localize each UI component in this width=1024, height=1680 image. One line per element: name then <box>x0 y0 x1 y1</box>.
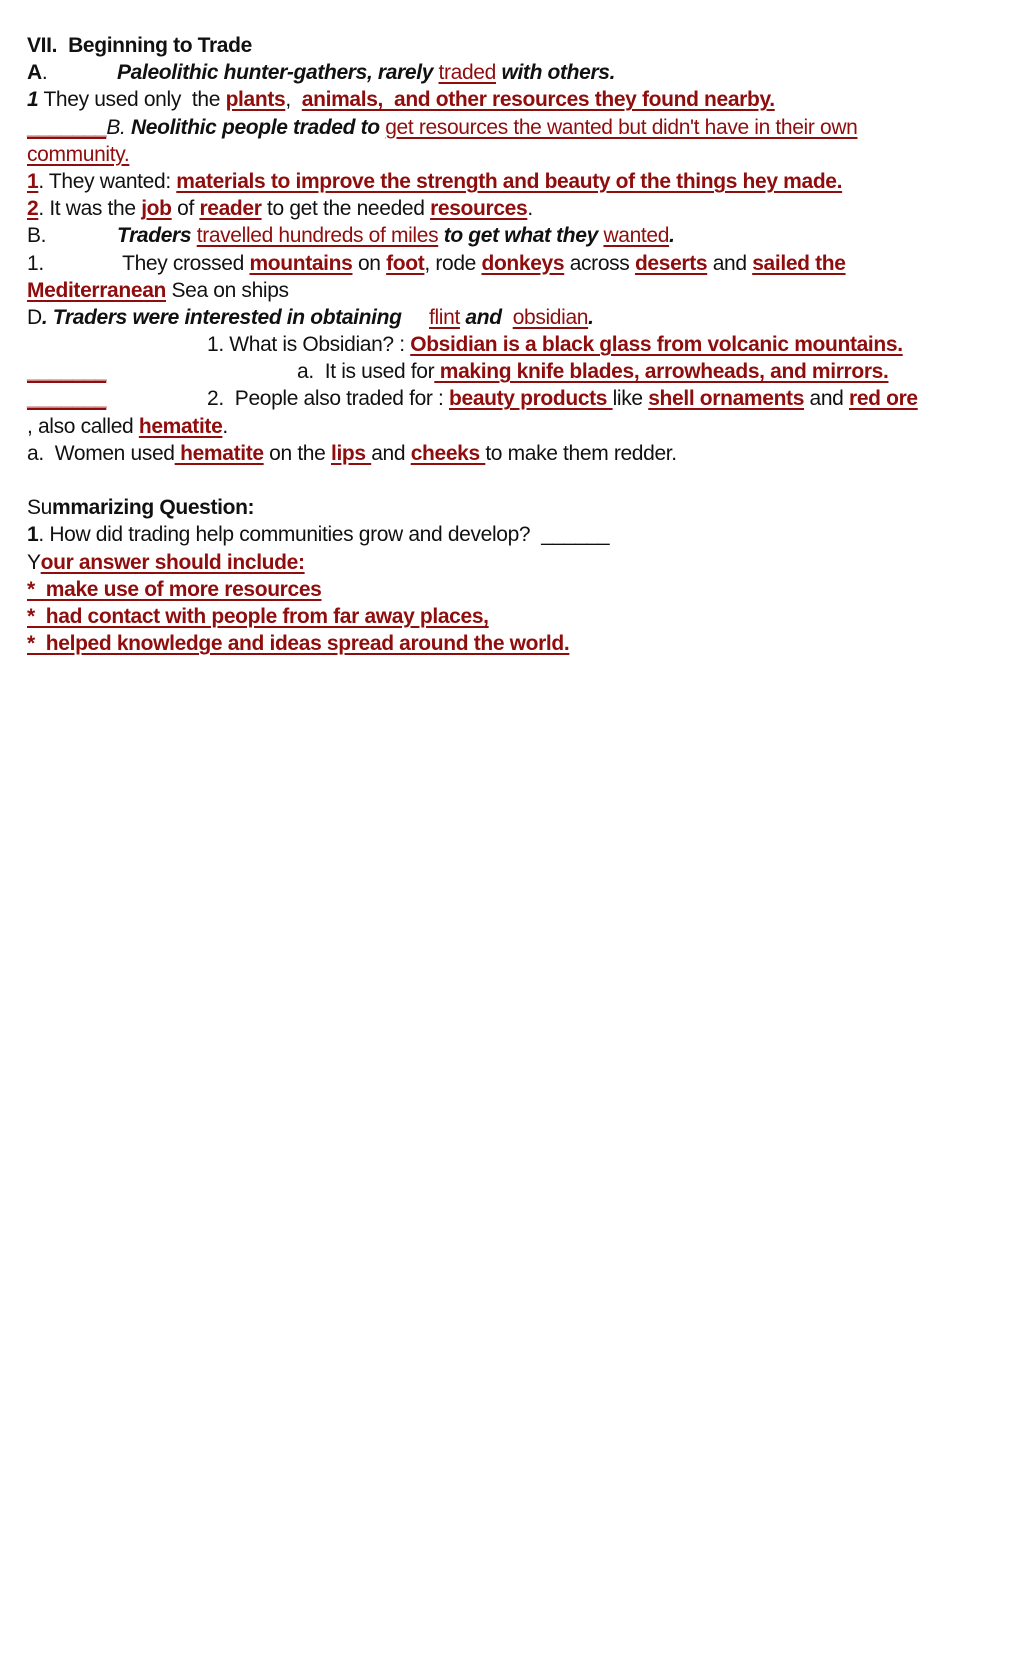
prompt-text: , <box>285 88 302 112</box>
prompt-text: 1 <box>27 88 39 112</box>
prompt-text: across <box>564 251 635 275</box>
document-line <box>27 630 1024 657</box>
document-line <box>27 549 1024 576</box>
prompt-text: and <box>371 441 411 465</box>
answer-text: making knife blades, arrowheads, and mirrors. <box>434 360 889 384</box>
prompt-text: . <box>588 305 594 329</box>
prompt-text: and <box>804 387 849 411</box>
prompt-text: . <box>669 224 675 248</box>
document-line <box>27 440 1024 467</box>
prompt-text: on <box>352 251 387 275</box>
answer-text: lips <box>330 441 372 465</box>
prompt-text: . <box>222 414 228 438</box>
answer-text: animals, and other resources they found nearby. <box>301 88 775 112</box>
answer-text: Mediterranean <box>27 278 166 302</box>
prompt-text: B. <box>106 115 131 139</box>
document-line <box>27 250 1024 277</box>
answer-text: red ore <box>849 387 918 411</box>
prompt-text: 1. They crossed <box>27 251 250 275</box>
answer-text: community. <box>27 142 130 166</box>
prompt-text: to get what they <box>438 224 604 248</box>
prompt-text: Su <box>27 496 52 520</box>
prompt-text: . <box>41 61 117 85</box>
answer-text: our answer should include: <box>40 550 305 574</box>
prompt-text: on the <box>263 441 331 465</box>
prompt-text: Y <box>27 550 41 574</box>
answer-text: _______ <box>27 115 107 139</box>
document-line <box>27 521 1024 548</box>
prompt-text: 2. People also traded for : <box>106 387 450 411</box>
document-line <box>27 494 1024 521</box>
answer-text: sailed the <box>752 251 846 275</box>
answer-text: _______ <box>27 387 107 411</box>
prompt-text: 1 <box>27 523 39 547</box>
document-line <box>27 304 1024 331</box>
document-line <box>27 222 1024 249</box>
prompt-text: B. <box>27 224 117 248</box>
prompt-text: Neolithic people traded to <box>130 115 386 139</box>
answer-text: _______ <box>27 360 107 384</box>
prompt-text: . <box>527 197 533 221</box>
answer-text: * helped knowledge and ideas spread around the world. <box>27 632 570 656</box>
answer-text: travelled hundreds of miles <box>196 224 439 248</box>
answer-text: resources <box>430 197 528 221</box>
answer-text: cheeks <box>410 441 486 465</box>
document-line <box>27 277 1024 304</box>
prompt-text: Traders <box>117 224 197 248</box>
prompt-text: A <box>27 61 42 85</box>
answer-text: traded <box>438 61 496 85</box>
document-line <box>27 358 1024 385</box>
answer-text: Obsidian is a black glass from volcanic mountains. <box>410 333 903 357</box>
prompt-text: of <box>171 197 200 221</box>
answer-text: flint <box>429 305 460 329</box>
prompt-text: to make them redder. <box>485 441 677 465</box>
document-line <box>27 86 1024 113</box>
answer-text: plants <box>225 88 286 112</box>
document-line <box>27 385 1024 412</box>
prompt-text: mmarizing Question: <box>52 496 255 520</box>
prompt-text: Paleolithic hunter-gathers, rarely <box>117 61 439 85</box>
prompt-text: and <box>707 251 753 275</box>
answer-text: obsidian <box>512 305 589 329</box>
document-line <box>27 413 1024 440</box>
prompt-text: VII. Beginning to Trade <box>27 34 252 57</box>
prompt-text: a. Women used <box>27 441 175 465</box>
document-line <box>27 195 1024 222</box>
prompt-text: , also called <box>27 414 139 438</box>
document-line <box>27 331 1024 358</box>
document-line <box>27 32 1024 59</box>
prompt-text: 1. What is Obsidian? : <box>27 333 411 357</box>
prompt-text: like <box>612 387 649 411</box>
prompt-text: and <box>459 305 513 329</box>
document-line <box>27 59 1024 86</box>
answer-text: materials to improve the strength and beauty of the things hey made. <box>176 169 843 193</box>
answer-text: donkeys <box>481 251 565 275</box>
prompt-text: . How did trading help communities grow and develop? ______ <box>38 523 610 547</box>
answer-text: reader <box>199 197 262 221</box>
prompt-text: . Traders were interested in obtaining <box>41 305 429 329</box>
answer-text: shell ornaments <box>648 387 805 411</box>
document-line <box>27 168 1024 195</box>
answer-text: job <box>141 197 172 221</box>
prompt-text: . They wanted: <box>38 169 177 193</box>
answer-text: hematite <box>138 414 223 438</box>
document-line <box>27 576 1024 603</box>
answer-text: foot <box>386 251 425 275</box>
prompt-text: to get the needed <box>261 197 431 221</box>
document-line <box>27 467 1024 494</box>
worksheet-document <box>27 32 1024 657</box>
answer-text: beauty products <box>449 387 613 411</box>
prompt-text: They used only the <box>38 88 226 112</box>
answer-text: mountains <box>249 251 353 275</box>
answer-text: get resources the wanted but didn't have in their own <box>385 115 858 139</box>
document-line <box>27 141 1024 168</box>
answer-text: hematite <box>174 441 264 465</box>
answer-text: deserts <box>634 251 708 275</box>
document-line <box>27 114 1024 141</box>
prompt-text: . It was the <box>38 197 142 221</box>
answer-text: wanted <box>603 224 670 248</box>
answer-text: * make use of more resources <box>27 577 322 601</box>
answer-text: 2 <box>27 197 39 221</box>
prompt-text: a. It is used for <box>106 360 435 384</box>
prompt-text: Sea on ships <box>166 278 289 302</box>
prompt-text: , rode <box>424 251 482 275</box>
answer-text: 1 <box>27 169 39 193</box>
prompt-text: D <box>27 305 42 329</box>
document-line <box>27 603 1024 630</box>
prompt-text: with others. <box>495 61 616 85</box>
answer-text: * had contact with people from far away places, <box>27 604 489 628</box>
